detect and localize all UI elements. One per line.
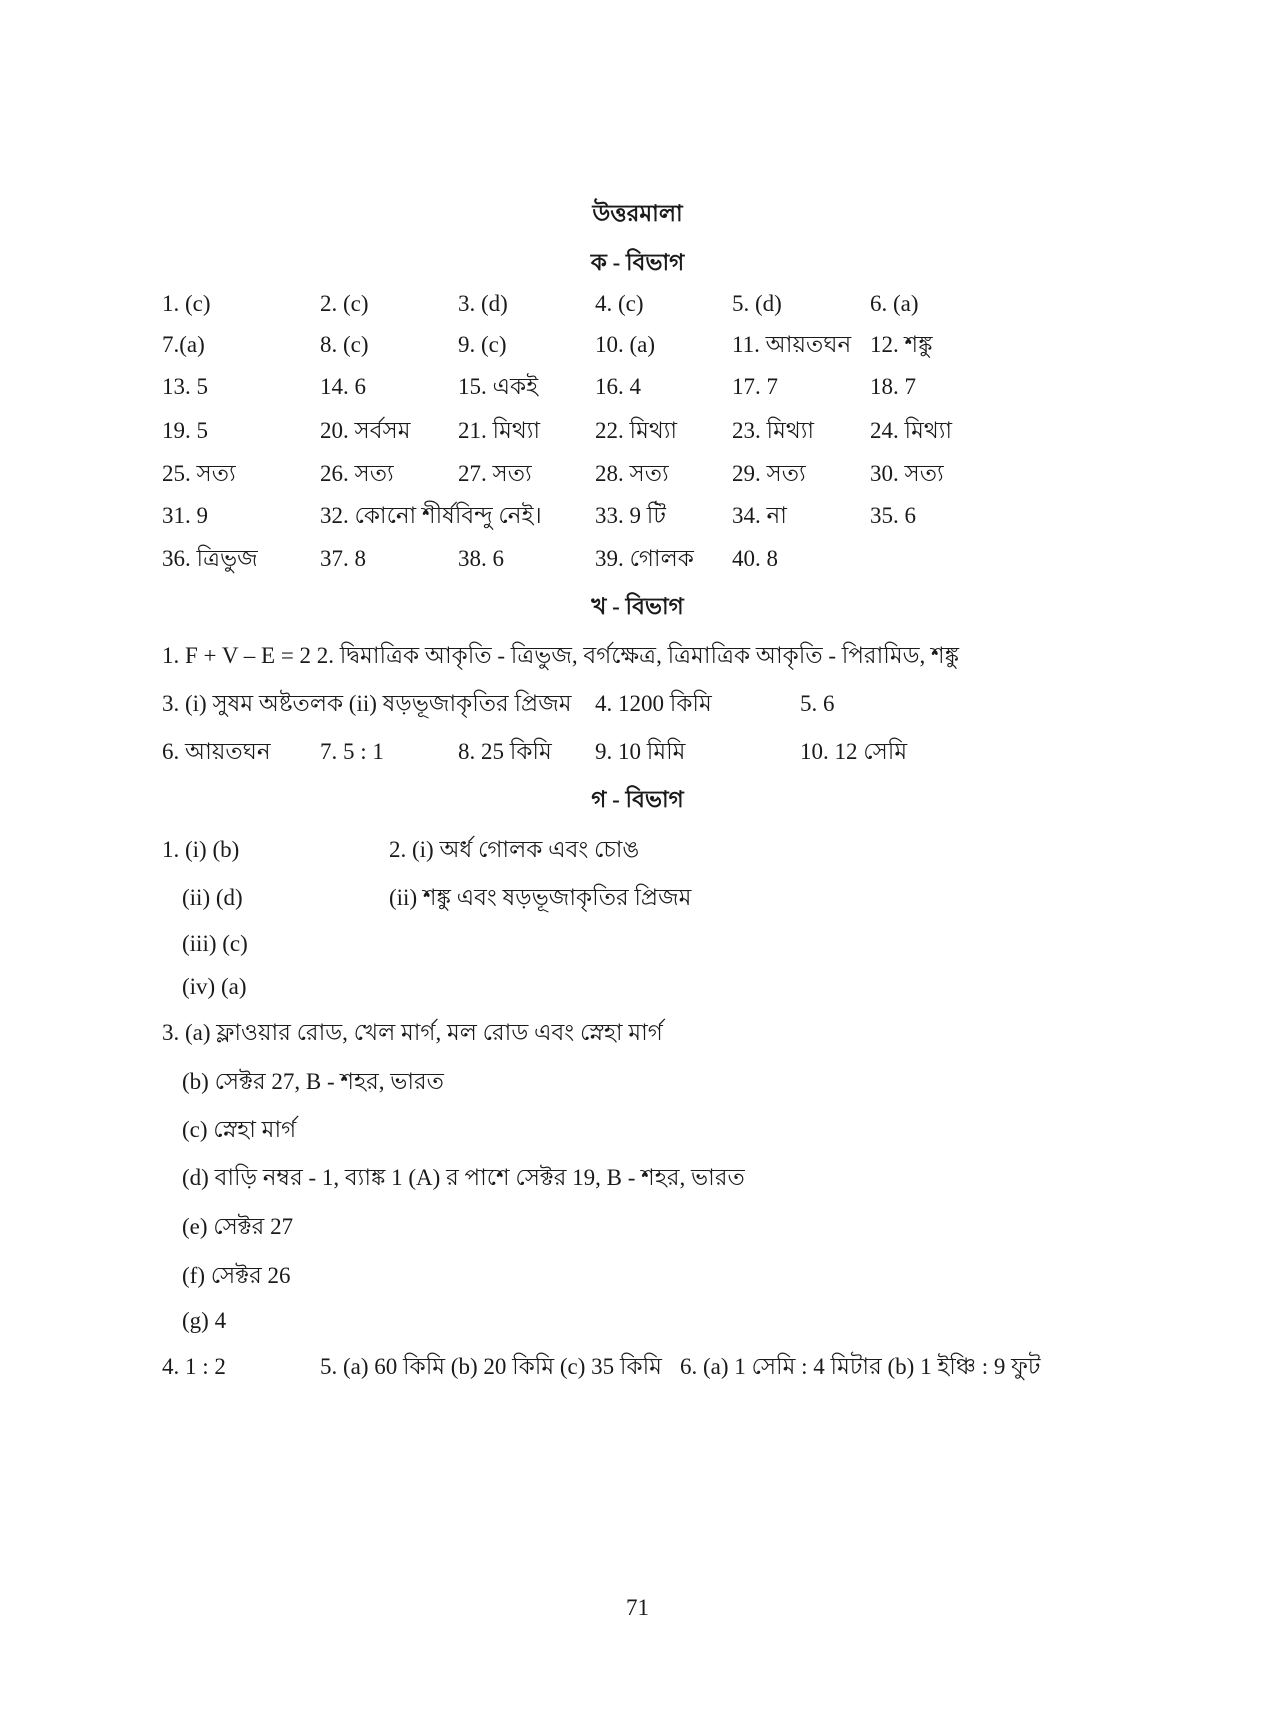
section-b-line-1: 1. F + V – E = 2 2. দ্বিমাত্রিক আকৃতি - ত্রিভুজ, বর্গক্ষেত্র, ত্রিমাত্রিক আকৃতি - পিরামিড, শঙ্কু xyxy=(162,643,960,668)
section-b-answer-9: 9. 10 মিমি xyxy=(595,739,686,764)
section-a-answer: 26. সত্য xyxy=(320,461,394,486)
section-a-answer: 9. (c) xyxy=(458,332,507,357)
section-a-answer: 10. (a) xyxy=(595,332,656,357)
section-a-answer: 25. সত্য xyxy=(162,461,236,486)
section-c-q3-f: (f) সেক্টর 26 xyxy=(182,1263,291,1288)
section-a-answer: 38. 6 xyxy=(458,546,504,571)
section-c-q6: 6. (a) 1 সেমি : 4 মিটার (b) 1 ইঞ্চি : 9 ফুট xyxy=(680,1354,1041,1379)
section-c-q3-g: (g) 4 xyxy=(182,1308,227,1333)
section-a-answer: 17. 7 xyxy=(732,374,778,399)
section-a-answer: 4. (c) xyxy=(595,291,644,316)
section-a-answer: 32. কোনো শীর্ষবিন্দু নেই। xyxy=(320,503,542,528)
section-a-answer: 15. একই xyxy=(458,374,539,399)
section-a-answer: 5. (d) xyxy=(732,291,782,316)
section-a-answer: 8. (c) xyxy=(320,332,369,357)
section-b-answer-3: 3. (i) সুষম অষ্টতলক (ii) ষড়ভূজাকৃতির প্রিজম xyxy=(162,691,572,716)
section-b-answer-10: 10. 12 সেমি xyxy=(800,739,908,764)
section-a-heading: ক - বিভাগ xyxy=(590,250,685,275)
section-a-answer: 11. আয়তঘন xyxy=(732,332,852,357)
section-a-answer: 24. মিথ্যা xyxy=(870,418,953,443)
section-a-answer: 37. 8 xyxy=(320,546,366,571)
section-c-q1-i: 1. (i) (b) xyxy=(162,837,240,862)
section-a-answer: 20. সর্বসম xyxy=(320,418,411,443)
section-a-answer: 16. 4 xyxy=(595,374,641,399)
section-a-answer: 34. না xyxy=(732,503,787,528)
section-b-answer-8: 8. 25 কিমি xyxy=(458,739,552,764)
section-a-answer: 19. 5 xyxy=(162,418,208,443)
section-a-answer: 6. (a) xyxy=(870,291,919,316)
section-a-answer: 40. 8 xyxy=(732,546,778,571)
section-c-q2-ii: (ii) শঙ্কু এবং ষড়ভূজাকৃতির প্রিজম xyxy=(389,885,692,910)
section-c-q2-i: 2. (i) অর্ধ গোলক এবং চোঙ xyxy=(389,837,640,862)
section-b-answer-7: 7. 5 : 1 xyxy=(320,739,384,764)
section-a-answer: 28. সত্য xyxy=(595,461,669,486)
section-c-q5: 5. (a) 60 কিমি (b) 20 কিমি (c) 35 কিমি xyxy=(320,1354,662,1379)
section-a-answer: 27. সত্য xyxy=(458,461,532,486)
section-c-q3-b: (b) সেক্টর 27, B - শহর, ভারত xyxy=(182,1069,444,1094)
section-a-answer: 14. 6 xyxy=(320,374,366,399)
section-a-answer: 35. 6 xyxy=(870,503,916,528)
section-a-answer: 33. 9 টি xyxy=(595,503,666,528)
section-a-answer: 7.(a) xyxy=(162,332,205,357)
section-a-answer: 2. (c) xyxy=(320,291,369,316)
section-a-answer: 22. মিথ্যা xyxy=(595,418,678,443)
page-title: উত্তরমালা xyxy=(592,201,683,226)
section-a-answer: 23. মিথ্যা xyxy=(732,418,815,443)
section-a-answer: 13. 5 xyxy=(162,374,208,399)
section-c-heading: গ - বিভাগ xyxy=(591,787,684,812)
section-a-answer: 29. সত্য xyxy=(732,461,806,486)
section-c-q1-ii: (ii) (d) xyxy=(182,885,243,910)
section-a-answer: 31. 9 xyxy=(162,503,208,528)
section-b-answer-4: 4. 1200 কিমি xyxy=(595,691,712,716)
section-c-q1-iv: (iv) (a) xyxy=(182,974,247,999)
section-a-answer: 39. গোলক xyxy=(595,546,694,571)
section-b-answer-5: 5. 6 xyxy=(800,691,835,716)
page-number: 71 xyxy=(626,1595,649,1620)
section-a-answer: 18. 7 xyxy=(870,374,916,399)
section-a-answer: 1. (c) xyxy=(162,291,211,316)
section-a-answer: 21. মিথ্যা xyxy=(458,418,541,443)
section-c-q4: 4. 1 : 2 xyxy=(162,1354,226,1379)
section-c-q3-c: (c) স্নেহা মার্গ xyxy=(182,1117,297,1142)
section-a-answer: 30. সত্য xyxy=(870,461,944,486)
section-a-answer: 12. শঙ্কু xyxy=(870,332,933,357)
section-c-q1-iii: (iii) (c) xyxy=(182,931,248,956)
section-a-answer: 36. ত্রিভুজ xyxy=(162,546,258,571)
section-b-heading: খ - বিভাগ xyxy=(591,594,684,619)
section-c-q3-e: (e) সেক্টর 27 xyxy=(182,1214,294,1239)
section-b-answer-6: 6. আয়তঘন xyxy=(162,739,271,764)
section-a-answer: 3. (d) xyxy=(458,291,508,316)
section-c-q3-d: (d) বাড়ি নম্বর - 1, ব্যাঙ্ক 1 (A) র পাশে সেক্টর 19, B - শহর, ভারত xyxy=(182,1165,745,1190)
section-c-q3-a: 3. (a) ফ্লাওয়ার রোড, খেল মার্গ, মল রোড এবং স্নেহা মার্গ xyxy=(162,1020,663,1045)
